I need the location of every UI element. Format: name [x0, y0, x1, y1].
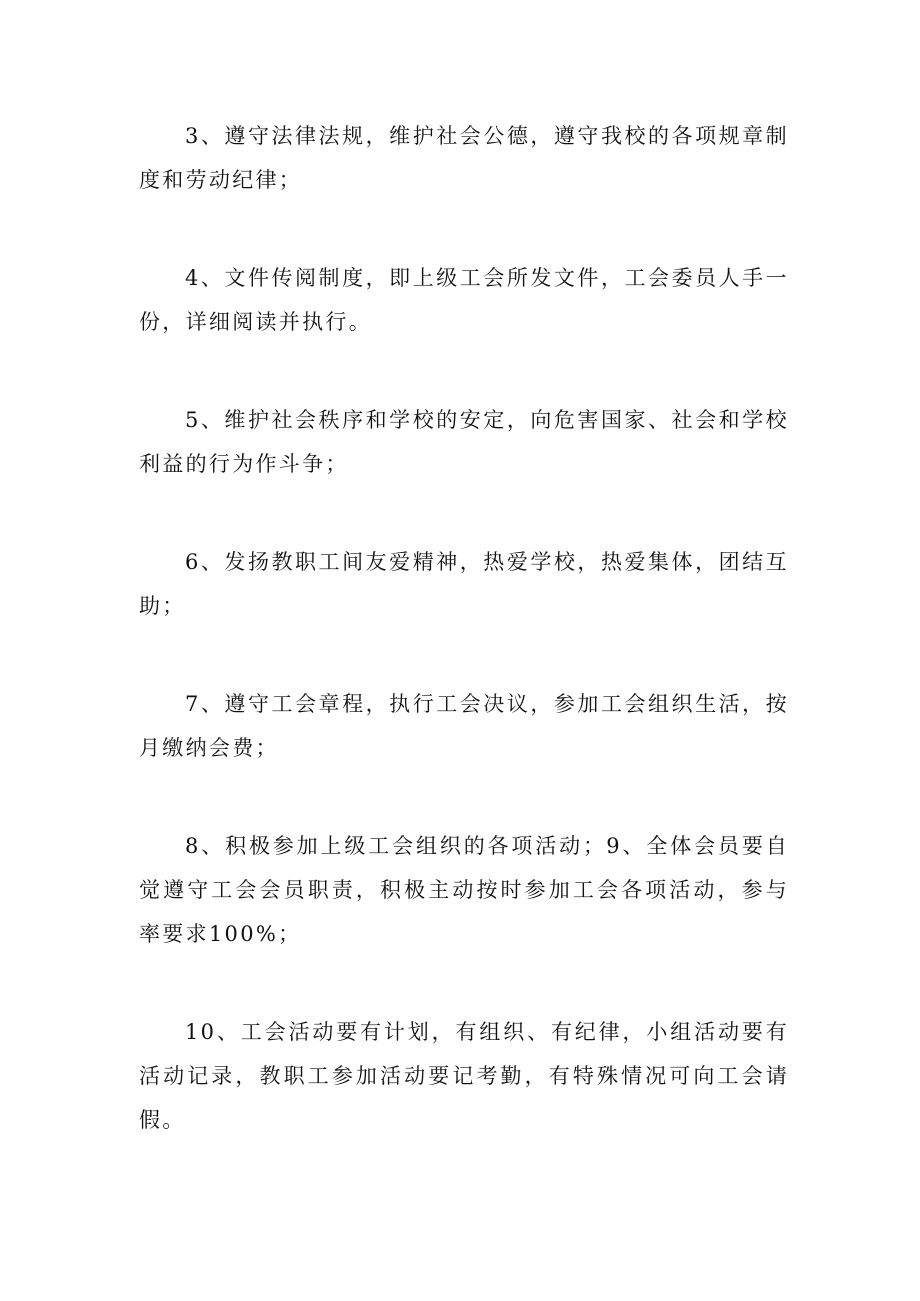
paragraph-item-5: 5、维护社会秩序和学校的安定，向危害国家、社会和学校利益的行为作斗争； [139, 408, 789, 476]
paragraph-item-4: 4、文件传阅制度，即上级工会所发文件，工会委员人手一份，详细阅读并执行。 [139, 266, 789, 334]
document-body [139, 114, 789, 1196]
paragraph-item-7: 7、遵守工会章程，执行工会决议，参加工会组织生活，按月缴纳会费； [139, 692, 789, 760]
paragraph-item-6: 6、发扬教职工间友爱精神，热爱学校，热爱集体，团结互助； [139, 550, 789, 618]
paragraph-item-3: 3、遵守法律法规，维护社会公德，遵守我校的各项规章制度和劳动纪律； [139, 124, 789, 192]
paragraph-item-10: 10、工会活动要有计划，有组织、有纪律，小组活动要有活动记录，教职工参加活动要记考勤，有特殊情况可向工会请假。 [139, 1020, 789, 1132]
paragraph-item-8-9: 8、积极参加上级工会组织的各项活动；9、全体会员要自觉遵守工会会员职责，积极主动按时参加工会各项活动，参与率要求100%； [139, 834, 789, 946]
